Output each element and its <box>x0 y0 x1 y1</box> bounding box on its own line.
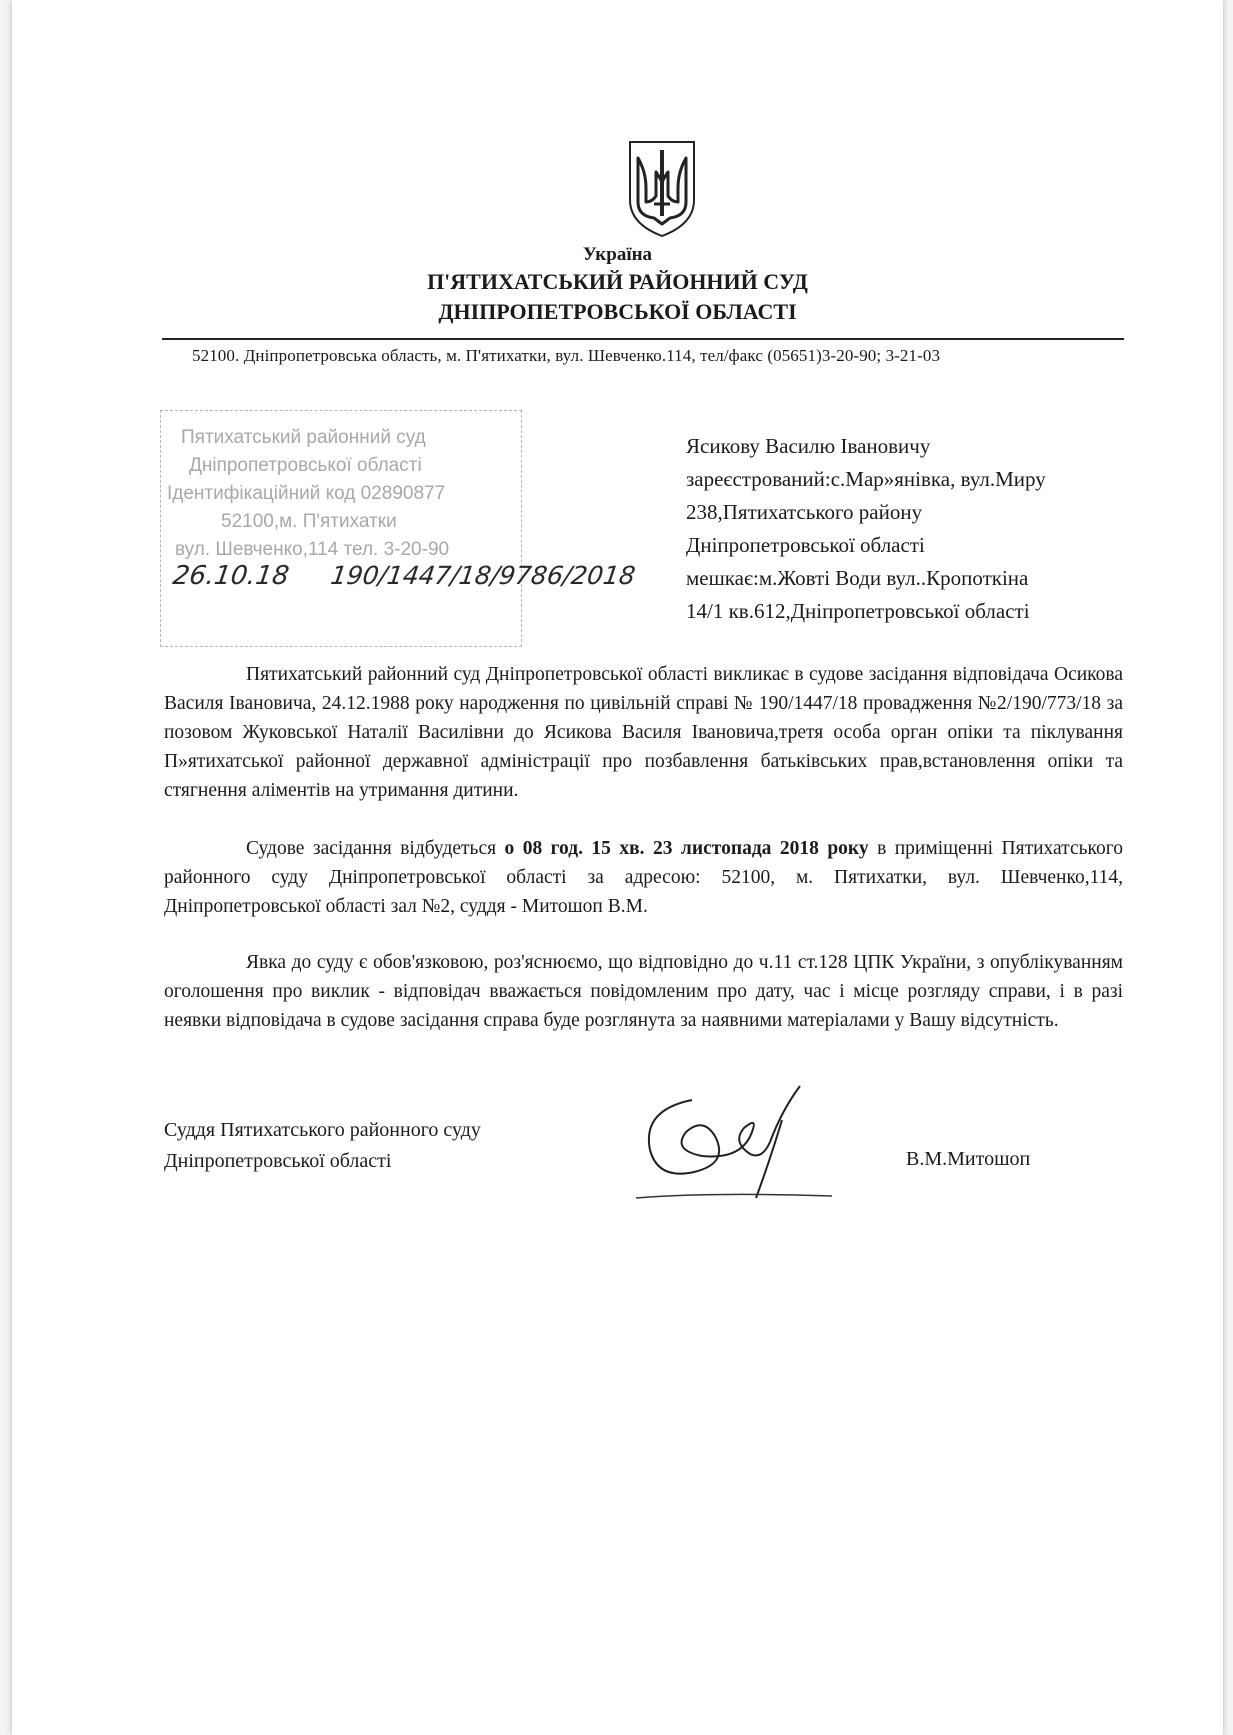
header-divider <box>162 338 1124 340</box>
hearing-paragraph <box>164 834 1123 921</box>
hearing-text-start: Судове засідання відбудеться <box>246 838 505 859</box>
recipient-block <box>686 430 1046 628</box>
judge-position-line: Дніпропетровської області <box>164 1150 392 1172</box>
judge-position-line: Суддя Пятихатського районного суду <box>164 1119 481 1141</box>
handwritten-date: 26.10.18 <box>170 561 291 591</box>
judge-name: В.М.Митошоп <box>906 1148 1031 1170</box>
recipient-line: мешкає:м.Жовті Води вул..Кропоткіна <box>686 566 1029 590</box>
court-address: 52100. Дніпропетровська область, м. П'ятихатки, вул. Шевченко.114, тел/факс (05651)3-20-90; 3-21-03 <box>192 346 941 365</box>
document-page <box>12 0 1223 1735</box>
stamp-line: 52100,м. П'ятихатки <box>221 511 397 532</box>
summons-text: Пятихатський районний суд Дніпропетровської області викликає в судове засідання відповідача Осикова Василя Івановича, 24.12.1988 року народження по цивільній справі № 190/1447/18 провадження №2/190/773/18 за позовом Жуковської Наталії Василівни до Ясикова Василя Івановича,третя особа орган опіки та піклування П»ятихатської районної державної адміністрації про позбавлення батьківських прав,встановлення опіки та стягнення аліментів на утримання дитини. <box>164 664 1123 801</box>
stamp-line: Ідентифікаційний код 02890877 <box>167 483 446 504</box>
handwritten-signature <box>632 1080 842 1210</box>
stamp-line: Пятихатський районний суд <box>181 427 426 448</box>
notice-paragraph <box>164 948 1123 1035</box>
recipient-line: 238,Пятихатського району <box>686 500 923 524</box>
trident-coat-of-arms-icon <box>624 138 700 238</box>
recipient-line: Ясикову Василю Івановичу <box>686 434 931 458</box>
registration-stamp <box>160 410 638 647</box>
hearing-text-end: в приміщенні Пятихатського районного суду Дніпропетровської області за адресою: 52100, м. Пятихатки, вул. Шевченко,114, Дніпропетровської області зал №2, суддя - Митошоп В.М. <box>164 838 1123 917</box>
country-name: Україна <box>582 244 653 265</box>
notice-text: Явка до суду є обов'язковою, роз'яснюємо, що відповідно до ч.11 ст.128 ЦПК України, з опублікуванням оголошення про виклик - відповідач вважається повідомленим про дату, час і місце розгляду справи, і в разі неявки відповідача в судове засідання справа буде розглянута за наявними матеріалами у Вашу відсутність. <box>164 952 1123 1031</box>
recipient-line: Дніпропетровської області <box>686 533 925 557</box>
judge-position <box>164 1115 481 1177</box>
hearing-datetime: о 08 год. 15 хв. 23 листопада 2018 року <box>504 838 869 859</box>
stamp-line: вул. Шевченко,114 тел. 3-20-90 <box>175 539 450 560</box>
summons-paragraph <box>164 660 1123 805</box>
stamp-line: Дніпропетровської області <box>189 455 422 476</box>
recipient-line: 14/1 кв.612,Дніпропетровської області <box>686 599 1030 623</box>
recipient-line: зареєстрований:с.Мар»янівка, вул.Миру <box>686 467 1046 491</box>
court-name: П'ЯТИХАТСЬКИЙ РАЙОННИЙ СУД <box>427 269 808 294</box>
hearing-text <box>164 834 1123 921</box>
court-region: ДНІПРОПЕТРОВСЬКОЇ ОБЛАСТІ <box>438 299 797 324</box>
handwritten-number: 190/1447/18/9786/2018 <box>328 561 638 590</box>
